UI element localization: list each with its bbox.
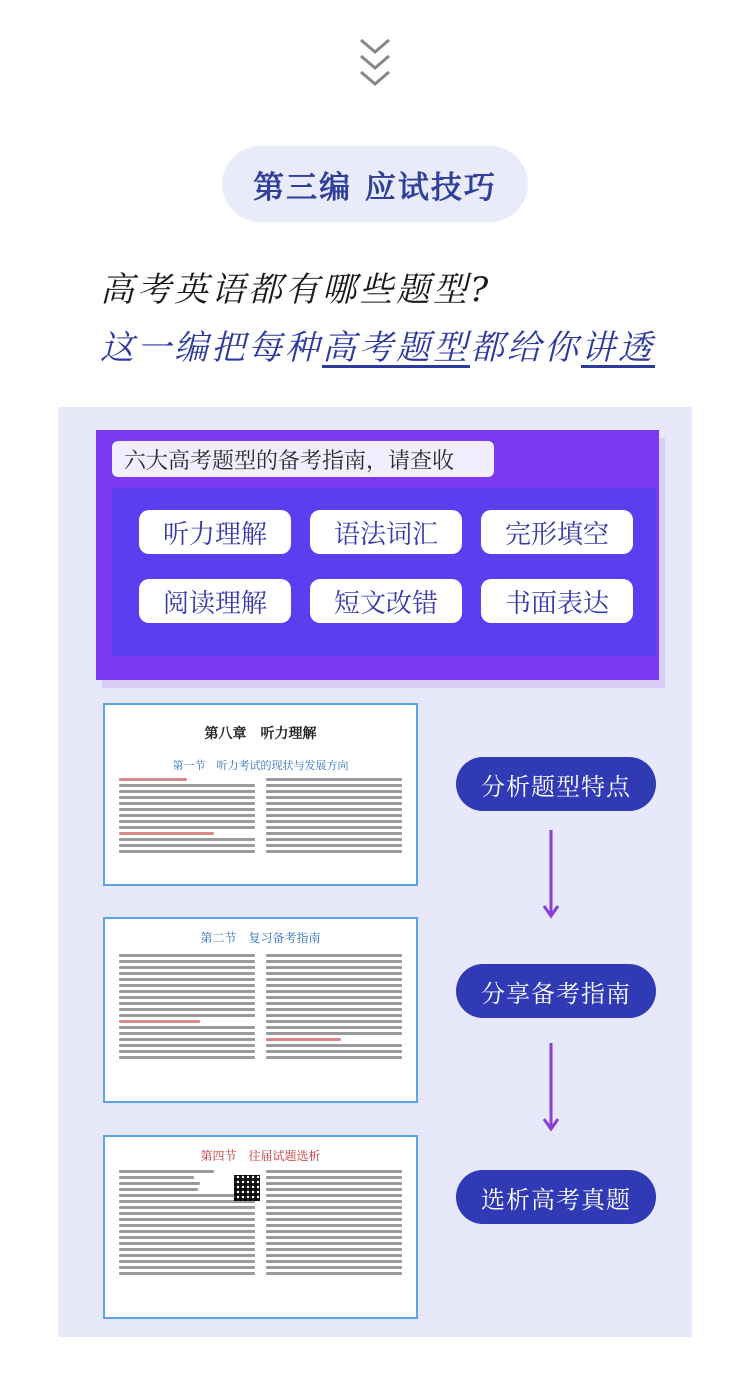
page-body <box>119 1167 402 1317</box>
page-body <box>119 775 402 885</box>
page-title: 第八章 听力理解 <box>204 726 317 742</box>
tag-listening: 听力理解 <box>139 510 291 554</box>
tag-writing: 书面表达 <box>481 579 633 623</box>
page-preview-listening <box>103 703 418 886</box>
arrow-down-icon <box>541 830 561 920</box>
page-body <box>119 951 402 1101</box>
answer-line <box>100 320 655 369</box>
step-select-exams: 选析高考真题 <box>456 1170 656 1224</box>
question-line: 高考英语都有哪些题型? <box>100 270 492 310</box>
page-preview-exams <box>103 1135 418 1319</box>
answer-part: 这一编把每种 <box>100 328 322 368</box>
guide-card-title: 六大高考题型的备考指南，请查收 <box>112 441 494 477</box>
step-analyze-types: 分析题型特点 <box>456 757 656 811</box>
tag-error-correction: 短文改错 <box>310 579 462 623</box>
page-preview-guide <box>103 917 418 1103</box>
page-subtitle: 第一节 听力考试的现状与发展方向 <box>172 759 349 772</box>
answer-part-underlined: 讲透 <box>581 328 655 368</box>
tag-reading: 阅读理解 <box>139 579 291 623</box>
tag-cloze: 完形填空 <box>481 510 633 554</box>
section-title: 第三编 应试技巧 <box>222 146 528 222</box>
arrow-down-icon <box>541 1043 561 1133</box>
answer-part-underlined: 高考题型 <box>322 328 470 368</box>
answer-part: 都给你 <box>470 328 581 368</box>
tag-grammar: 语法词汇 <box>310 510 462 554</box>
chevron-down-icon <box>355 36 395 96</box>
qr-code-icon <box>234 1175 260 1201</box>
step-share-guide: 分享备考指南 <box>456 964 656 1018</box>
page-title: 第二节 复习备考指南 <box>200 931 321 945</box>
page-title: 第四节 往届试题选析 <box>200 1149 321 1163</box>
